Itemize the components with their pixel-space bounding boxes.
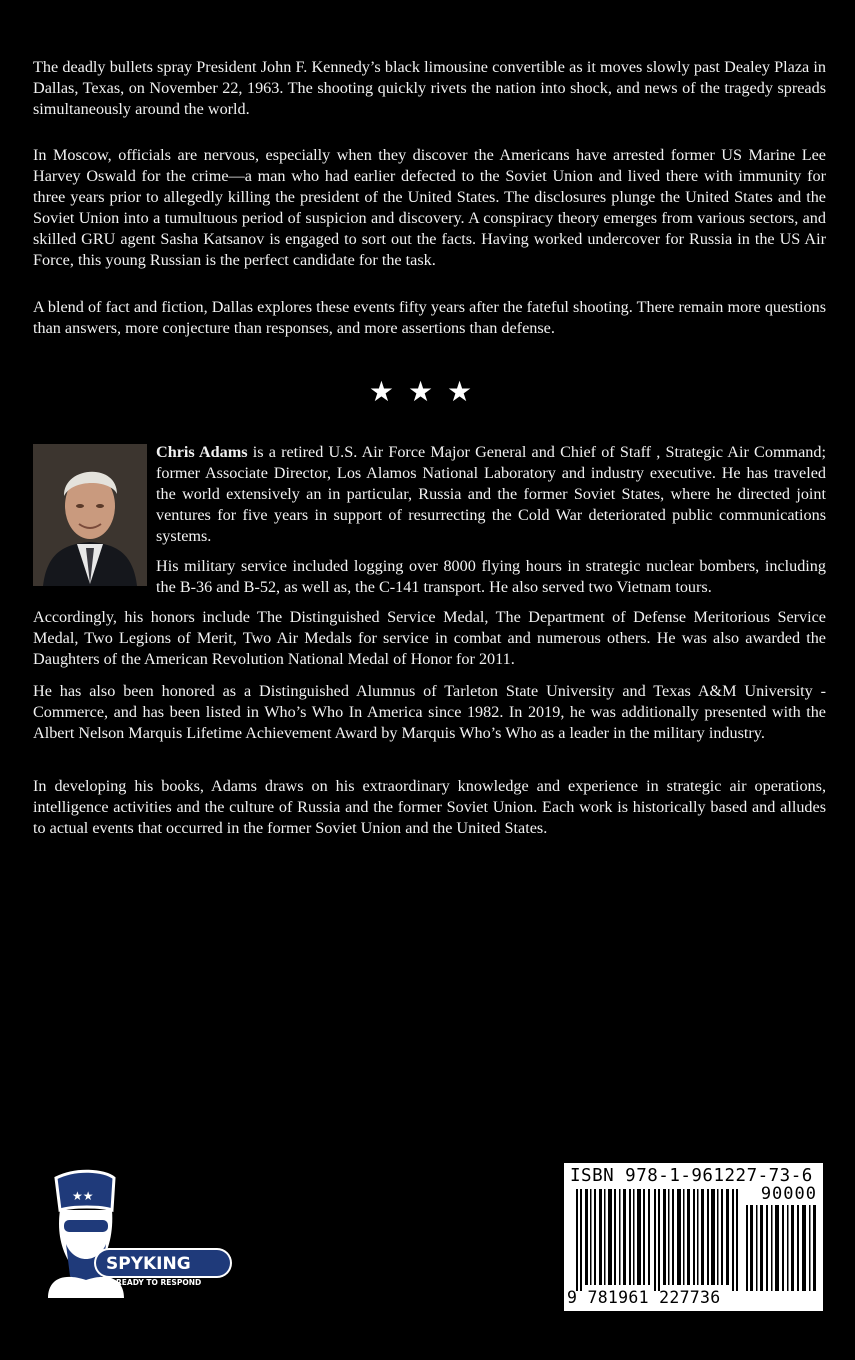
publisher-logo [42, 1168, 237, 1298]
blurb-paragraph-1: The deadly bullets spray President John F. Kennedy’s black limousine convertible as it moves slowly past Dealey Plaza in Dallas, Texas, on November 22, 1963. The shooting quickly rivets the nation into shock, and news of the tragedy spreads simultaneously around the world. [33, 58, 826, 118]
author-photo [33, 444, 147, 586]
bio-paragraph-4: He has also been honored as a Distinguished Alumnus of Tarleton State University and Texas A&M University - Commerce, and has been listed in Who’s Who In America since 1982. In 2019, he was additionally presented with the Albert Nelson Marquis Lifetime Achievement Award by Marquis Who’s Who as a leader in the military industry. [33, 682, 826, 742]
bio-paragraph-3: Accordingly, his honors include The Distinguished Service Medal, The Department of Defense Meritorious Service Medal, Two Legions of Merit, Two Air Medals for service in combat and numerous others. He was also awarded the Daughters of the American Revolution National Medal of Honor for 2011. [33, 608, 826, 668]
publisher-name: SPYKING [106, 1254, 191, 1274]
bio-paragraph-2: His military service included logging over 8000 flying hours in strategic nuclear bombers, including the B-36 and B-52, as well as, the C-141 transport. He also served two Vietnam tours. [156, 557, 826, 596]
isbn-barcode [564, 1163, 823, 1311]
blurb-paragraph-2: In Moscow, officials are nervous, especially when they discover the Americans have arrested former US Marine Lee Harvey Oswald for the crime—a man who had earlier defected to the Soviet Union and lived there with immunity for three years prior to allegedly killing the president of the United States. The disclosures plunge the United States and the Soviet Union into a tumultuous period of suspicion and discovery. A conspiracy theory emerges from various sectors, and skilled GRU agent Sasha Katsanov is engaged to sort out the facts. Having worked undercover for Russia in the US Air Force, this young Russian is the perfect candidate for the task. [33, 146, 826, 269]
bio-paragraph-1: Chris Adams is a retired U.S. Air Force Major General and Chief of Staff , Strategic Air Command; former Associate Director, Los Alamos National Laboratory and industry executive. He has traveled the world extensively an in particular, Russia and the former Soviet States, where he directed joint ventures for five years in support of resurrecting the Cold War deteriorated public communications systems. [156, 443, 826, 545]
publisher-tagline: READY TO RESPOND [116, 1278, 202, 1287]
barcode-bars-addon [746, 1205, 818, 1291]
barcode-digits: 9 781961 227736 [567, 1288, 721, 1307]
bio-paragraph-5: In developing his books, Adams draws on his extraordinary knowledge and experience in strategic air operations, intelligence activities and the culture of Russia and the former Soviet Union. Each work is historically based and alludes to actual events that occurred in the former Soviet Union and the United States. [33, 777, 826, 837]
barcode-bars-main [576, 1189, 738, 1291]
price-code: 90000 [760, 1184, 817, 1204]
blurb-paragraph-3: A blend of fact and fiction, Dallas explores these events fifty years after the fateful shooting. There remain more questions than answers, more conjecture than responses, and more assertions than defense. [33, 298, 826, 337]
author-name: Chris Adams [156, 443, 248, 461]
svg-text:★★: ★★ [72, 1189, 94, 1203]
isbn-label: ISBN 978-1-961227-73-6 [570, 1166, 813, 1186]
star-divider: ★★★ [368, 375, 487, 408]
